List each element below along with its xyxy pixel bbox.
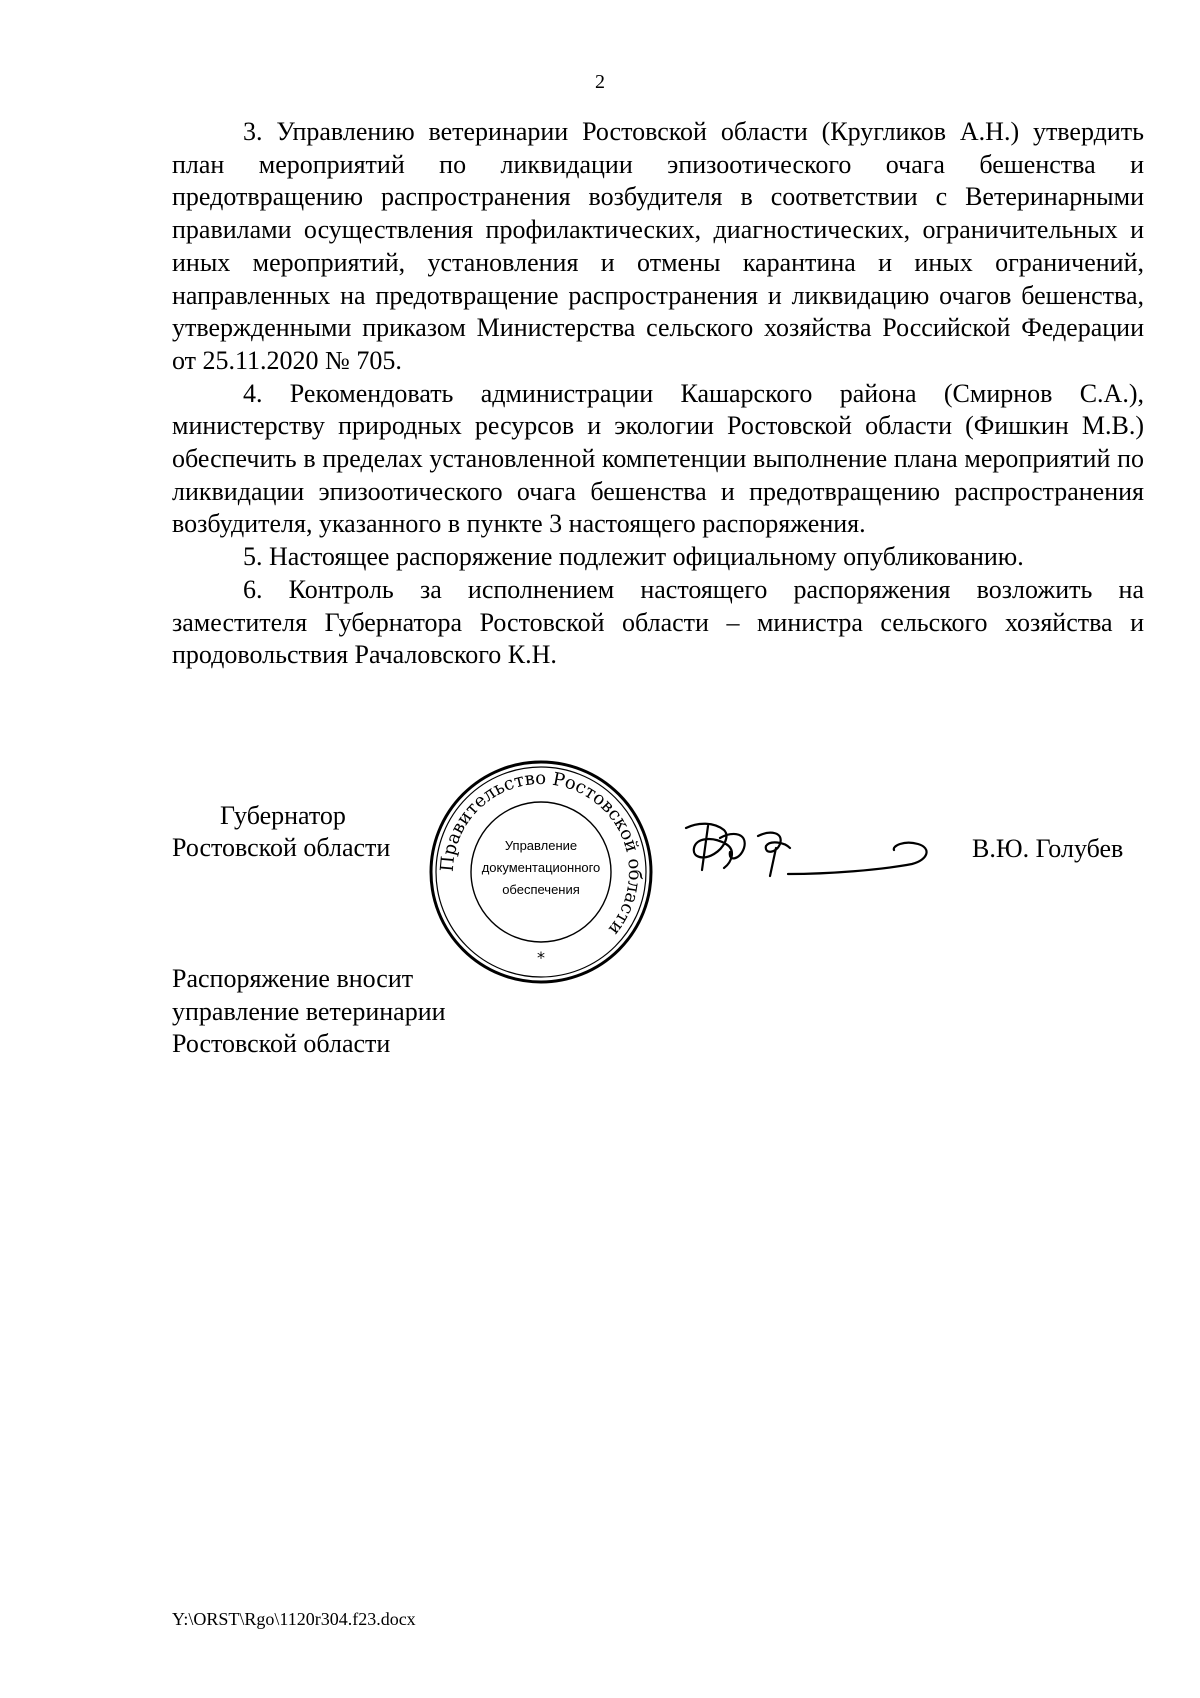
seal-center-line1: Управление bbox=[504, 838, 578, 853]
seal-star: * bbox=[537, 948, 545, 967]
introduced-by-line3: Ростовской области bbox=[172, 1029, 391, 1059]
paragraph-6: 6. Контроль за исполнением настоящего распоряжения возложить на заместителя Губернатора Ростовской области – министра сельского хозяйства и продовольствия Рачаловского К.Н. bbox=[172, 574, 1144, 670]
paragraph-4: 4. Рекомендовать администрации Кашарского района (Смирнов С.А.), министерству природных ресурсов и экологии Ростовской области (Фишкин М.В.) обеспечить в пределах установленной компетенции выполнение плана мероприятий по ликвидации эпизоотического очага бешенства и предотвращению распространения возбудителя, указанного в пункте 3 настоящего распоряжения. bbox=[172, 378, 1144, 539]
paragraph-5: 5. Настоящее распоряжение подлежит официальному опубликованию. bbox=[243, 542, 1024, 572]
signer-position bbox=[172, 800, 390, 864]
signer-name: В.Ю. Голубев bbox=[972, 834, 1124, 863]
signer-position-line1: Губернатор bbox=[220, 801, 346, 830]
introduced-by-line2: управление ветеринарии bbox=[172, 996, 446, 1026]
handwritten-signature bbox=[680, 818, 942, 888]
official-seal bbox=[427, 758, 655, 986]
svg-text:Правительство Ростовской облас bbox=[437, 768, 645, 939]
seal-center-line2: документационного bbox=[481, 860, 601, 875]
paragraph-3: 3. Управлению ветеринарии Ростовской области (Кругликов А.Н.) утвердить план мероприятий по ликвидации эпизоотического очага бешенства и предотвращению распространения возбудителя в соответствии с Ветеринарными правилами осуществления профилактических, диагностических, ограничительных и иных мероприятий, установления и отмены карантина и иных ограничений, направленных на предотвращение распространения и ликвидацию очагов бешенства, утвержденными приказом Министерства сельского хозяйства Российской Федерации от 25.11.2020 № 705. bbox=[172, 117, 1144, 375]
seal-center-line3: обеспечения bbox=[502, 882, 580, 897]
file-path-footer: Y:\ORST\Rgo\1120r304.f23.docx bbox=[172, 1609, 416, 1629]
document-body bbox=[172, 116, 1144, 672]
signer-position-line2: Ростовской области bbox=[172, 833, 391, 862]
introduced-by-line1: Распоряжение вносит bbox=[172, 964, 414, 993]
introduced-by bbox=[172, 963, 446, 1061]
page-number: 2 bbox=[595, 71, 605, 93]
seal-ring-text: Правительство Ростовской области bbox=[436, 767, 646, 940]
